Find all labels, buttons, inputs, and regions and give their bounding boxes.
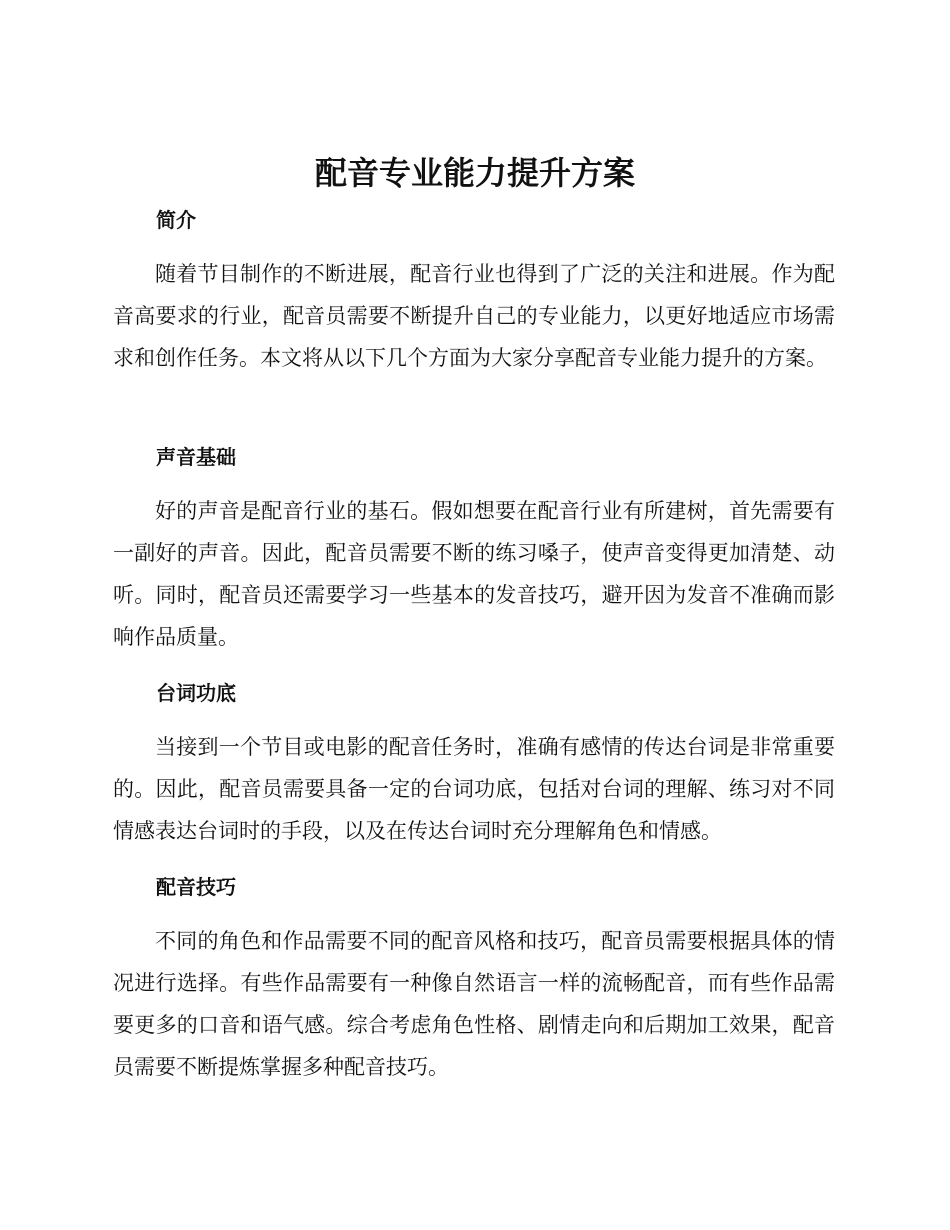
section-heading-voice-basics: 声音基础 [156,445,236,469]
section-heading-lines: 台词功底 [156,681,236,705]
section-paragraph-voice-basics: 好的声音是配音行业的基石。假如想要在配音行业有所建树，首先需要有一副好的声音。因此，配音员需要不断的练习嗓子，使声音变得更加清楚、动听。同时，配音员还需要学习一些基本的发音技巧，避开因为发音不准确而影响作品质量。 [113,499,835,649]
section-paragraph-dubbing-skills: 不同的角色和作品需要不同的配音风格和技巧，配音员需要根据具体的情况进行选择。有些作品需要有一种像自然语言一样的流畅配音，而有些作品需要更多的口音和语气感。综合考虑角色性格、剧情走向和后期加工效果，配音员需要不断提炼掌握多种配音技巧。 [113,929,835,1079]
document-title: 配音专业能力提升方案 [314,154,635,192]
section-heading-dubbing-skills: 配音技巧 [156,875,236,899]
section-heading-intro: 简介 [156,208,196,232]
section-paragraph-intro: 随着节目制作的不断进展，配音行业也得到了广泛的关注和进展。作为配音高要求的行业，配音员需要不断提升自己的专业能力，以更好地适应市场需求和创作任务。本文将从以下几个方面为大家分享配音专业能力提升的方案。 [113,262,835,370]
section-paragraph-lines: 当接到一个节目或电影的配音任务时，准确有感情的传达台词是非常重要的。因此，配音员需要具备一定的台词功底，包括对台词的理解、练习对不同情感表达台词时的手段，以及在传达台词时充分理解角色和情感。 [113,735,835,843]
